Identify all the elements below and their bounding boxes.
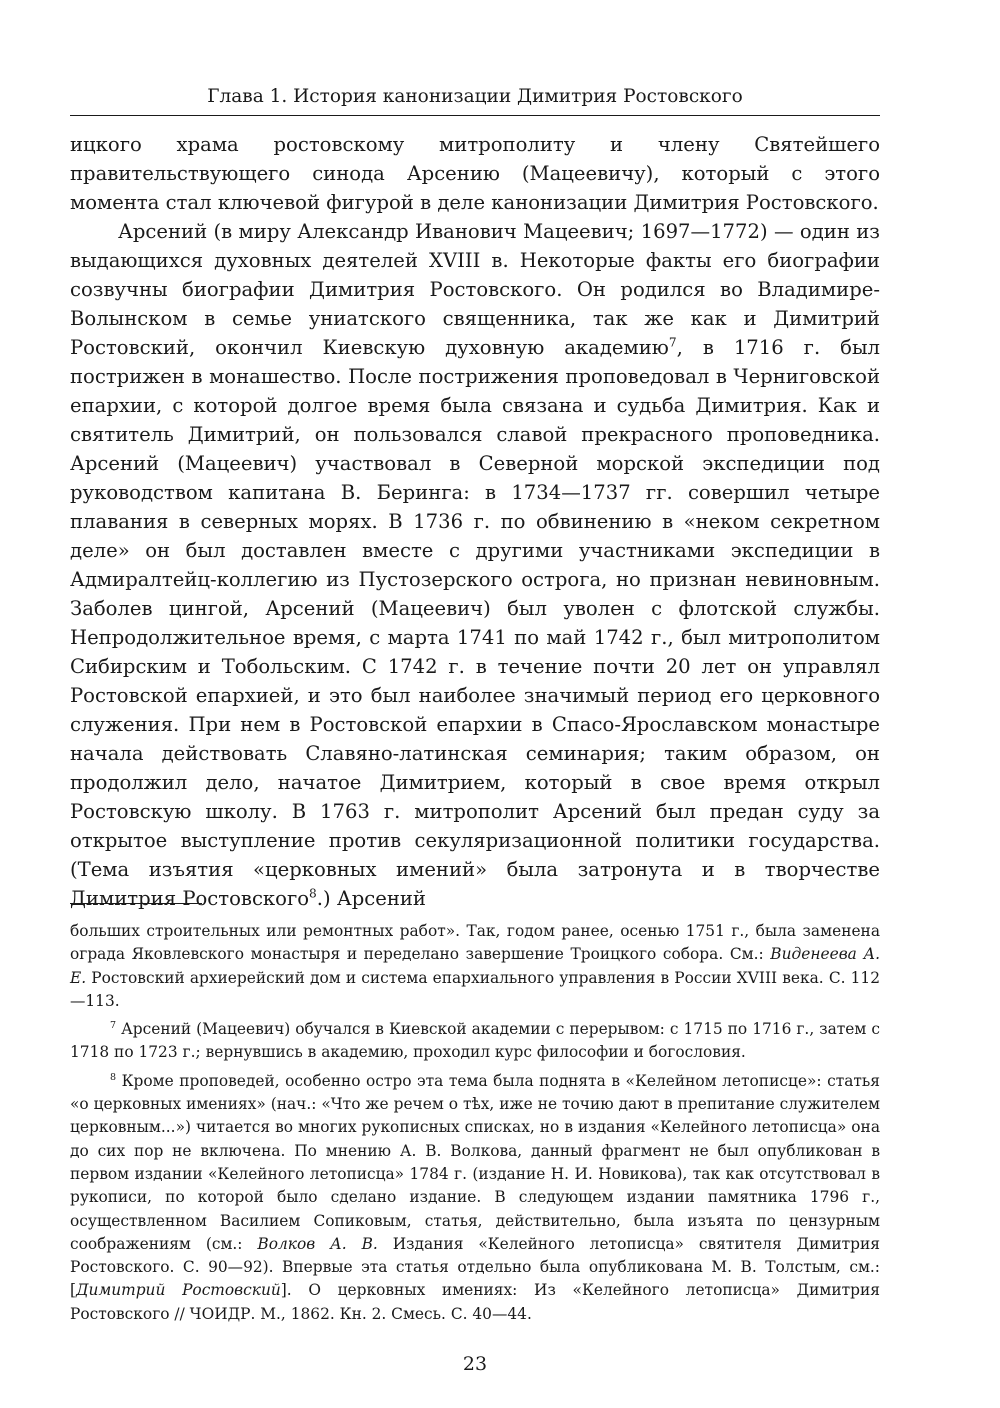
paragraph-2-text-b: , в 1716 г. был пострижен в монашество. После пострижения проповедовал в Черниговской епархии, с которой долгое время была связана и судьба Димитрия. Как и святитель Димитрий, он пользовался славой прекрасного проповедника. Арсений (Мацеевич) участвовал в Северной морской экспедиции под руководством капитана В. Беринга: в 1734—1737 гг. совершил четыре плавания в северных морях. В 1736 г. по обвинению в «неком секретном деле» он был доставлен вместе с другими участниками экспедиции в Адмиралтейц-коллегию из Пустозерского острога, но признан невиновным. Заболев цингой, Арсений (Мацеевич) был уволен с флотской службы. Непродолжительное время, с марта 1741 по май 1742 г., был митрополитом Сибирским и Тобольским. С 1742 г. в течение почти 20 лет он управлял Ростовской епархией, и это был наиболее значимый период его церковного служения. При нем в Ростовской епархии в Спасо-Ярославском монастыре начала действовать Славяно-латинская семинария; таким образом, он продолжил дело, начатое Димитрием, который в свое время открыл Ростовскую школу. В 1763 г. митрополит Арсений был предан суду за открытое выступление против секуляризационной политики государства. (Тема изъятия «церковных имений» была затронута и в творчестве Димитрия Ростовского [70, 336, 880, 910]
footnotes [70, 920, 880, 1326]
footnote-continued-text-a: больших строительных или ремонтных работ». Так, годом ранее, осенью 1751 г., была заменена ограда Яковлевского монастыря и переделано завершение Троицкого собора. См.: [70, 922, 880, 964]
paragraph-2-text-a: Арсений (в миру Александр Иванович Мацеевич; 1697—1772) — один из выдающихся духовных деятелей XVIII в. Некоторые факты его биографии созвучны биографии Димитрия Ростовского. Он родился во Владимире-Волынском в семье униатского священника, так же как и Димитрий Ростовский, окончил Киевскую духовную академию [70, 220, 880, 359]
footnote-continued [70, 920, 880, 1013]
footnote-8-number: 8 [110, 1071, 117, 1083]
paragraph-2 [70, 217, 880, 913]
footnote-continued-text-b: Ростовский архиерейский дом и система епархиального управления в России XVIII века. С. 112—113. [70, 968, 880, 1010]
page-number: 23 [462, 1353, 488, 1375]
header-rule [70, 115, 880, 116]
footnote-7-number: 7 [110, 1020, 117, 1032]
footnote-8-text-c: ]. О церковных имениях: Из «Келейного летописца» Димитрия Ростовского // ЧОИДР. М., 1862. Кн. 2. Смесь. С. 40—44. [70, 1281, 880, 1323]
footnote-ref-7[interactable]: 7 [668, 335, 677, 350]
footnote-7-text: Арсений (Мацеевич) обучался в Киевской академии с перерывом: с 1715 по 1716 г., затем с 1718 по 1723 г.; вернувшись в академию, проходил курс философии и богословия. [70, 1020, 880, 1062]
footnote-8 [70, 1070, 880, 1326]
main-text [70, 130, 880, 913]
footnote-7 [70, 1018, 880, 1065]
footnote-8-text-b: Издания «Келейного летописца» святителя Димитрия Ростовского. С. 90—92). Впервые эта статья отдельно была опубликована М. В. Толстым, см.: [ [70, 1234, 880, 1300]
footnote-8-text-a: Кроме проповедей, особенно остро эта тема была поднята в «Келейном летописце»: статья «о церковных имениях» (нач.: «Что же речем о тѣх, иже не точию дают в препитание служителем церковным...») читается во многих рукописных списках, но в издания «Келейного летописца» она до сих пор не включена. По мнению А. В. Волкова, данный фрагмент не был опубликован в первом издании «Келейного летописца» 1784 г. (издание Н. И. Новикова), так как отсутствовал в рукописи, по которой было сделано издание. В следующем издании памятника 1796 г., осуществленном Василием Сопиковым, статья, действительно, была изъята по цензурным соображениям (см.: [70, 1071, 880, 1253]
footnote-ref-8[interactable]: 8 [309, 886, 317, 901]
footnote-rule [70, 903, 202, 904]
footnote-8-bracket-author: Димитрий Ростовский [76, 1281, 281, 1300]
running-title: Глава 1. История канонизации Димитрия Ростовского [207, 86, 743, 107]
footnote-continued-author: Виденеева А. Е. [70, 945, 880, 987]
footnote-8-author: Волков А. В. [257, 1234, 378, 1253]
paragraph-2-text-c: .) Арсений [316, 887, 426, 910]
paragraph-1: ицкого храма ростовскому митрополиту и члену Святейшего правительствующего синода Арсению (Мацеевичу), который с этого момента стал ключевой фигурой в деле канонизации Димитрия Ростовского. [70, 133, 880, 214]
